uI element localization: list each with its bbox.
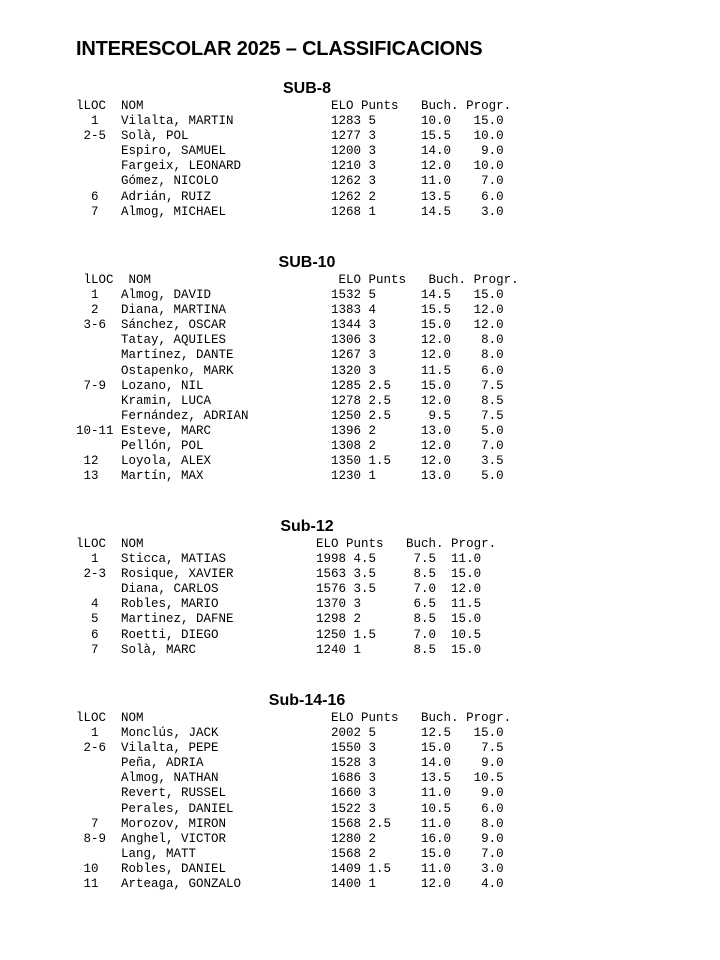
standings-table: lLOC NOM ELO Punts Buch. Progr. 1 Almog, DAVID 1532 5 14.5 15.0 2 Diana, MARTINA 1383 4 15.5 12.0 3-6 Sánchez, OSCAR 1344 3 15.0 12.0 Tatay, AQUILES 1306 3 12.0 8.0 Martínez, DANTE 1267 3 12.0 8.0 Ostapenko, MARK 1320 3 11.5 6.0 7-9 Lozano, NIL 1285 2.5 15.0 7.5 Kramin, LUCA 1278 2.5 12.0 8.5 Fernández, ADRIAN 1250 2.5 9.5 7.5 10-11 Esteve, MARC 1396 2 13.0 5.0 Pellón, POL 1308 2 12.0 7.0 12 Loyola, ALEX 1350 1.5 12.0 3.5 13 Martín, MAX 1230 1 13.0 5.0 [76, 273, 519, 484]
section-title: SUB-10 [278, 254, 336, 271]
standings-table: lLOC NOM ELO Punts Buch. Progr. 1 Vilalta, MARTIN 1283 5 10.0 15.0 2-5 Solà, POL 1277 3 15.5 10.0 Espiro, SAMUEL 1200 3 14.0 9.0 Fargeix, LEONARD 1210 3 12.0 10.0 Gómez, NICOLO 1262 3 11.0 7.0 6 Adrián, RUIZ 1262 2 13.5 6.0 7 Almog, MICHAEL 1268 1 14.5 3.0 [76, 99, 512, 219]
section-title: Sub-14-16 [268, 692, 346, 709]
standings-table: lLOC NOM ELO Punts Buch. Progr. 1 Sticca, MATIAS 1998 4.5 7.5 11.0 2-3 Rosique, XAVIER 1563 3.5 8.5 15.0 Diana, CARLOS 1576 3.5 7.0 12.0 4 Robles, MARIO 1370 3 6.5 11.5 5 Martinez, DAFNE 1298 2 8.5 15.0 6 Roetti, DIEGO 1250 1.5 7.0 10.5 7 Solà, MARC 1240 1 8.5 15.0 [76, 537, 497, 657]
standings-table: lLOC NOM ELO Punts Buch. Progr. 1 Monclús, JACK 2002 5 12.5 15.0 2-6 Vilalta, PEPE 1550 3 15.0 7.5 Peña, ADRIA 1528 3 14.0 9.0 Almog, NATHAN 1686 3 13.5 10.5 Revert, RUSSEL 1660 3 11.0 9.0 Perales, DANIEL 1522 3 10.5 6.0 7 Morozov, MIRON 1568 2.5 11.0 8.0 8-9 Anghel, VICTOR 1280 2 16.0 9.0 Lang, MATT 1568 2 15.0 7.0 10 Robles, DANIEL 1409 1.5 11.0 3.0 11 Arteaga, GONZALO 1400 1 12.0 4.0 [76, 711, 512, 892]
page-title: INTERESCOLAR 2025 – CLASSIFICACIONS [76, 38, 483, 60]
section-title: Sub-12 [280, 518, 334, 535]
section-title: SUB-8 [282, 80, 331, 97]
